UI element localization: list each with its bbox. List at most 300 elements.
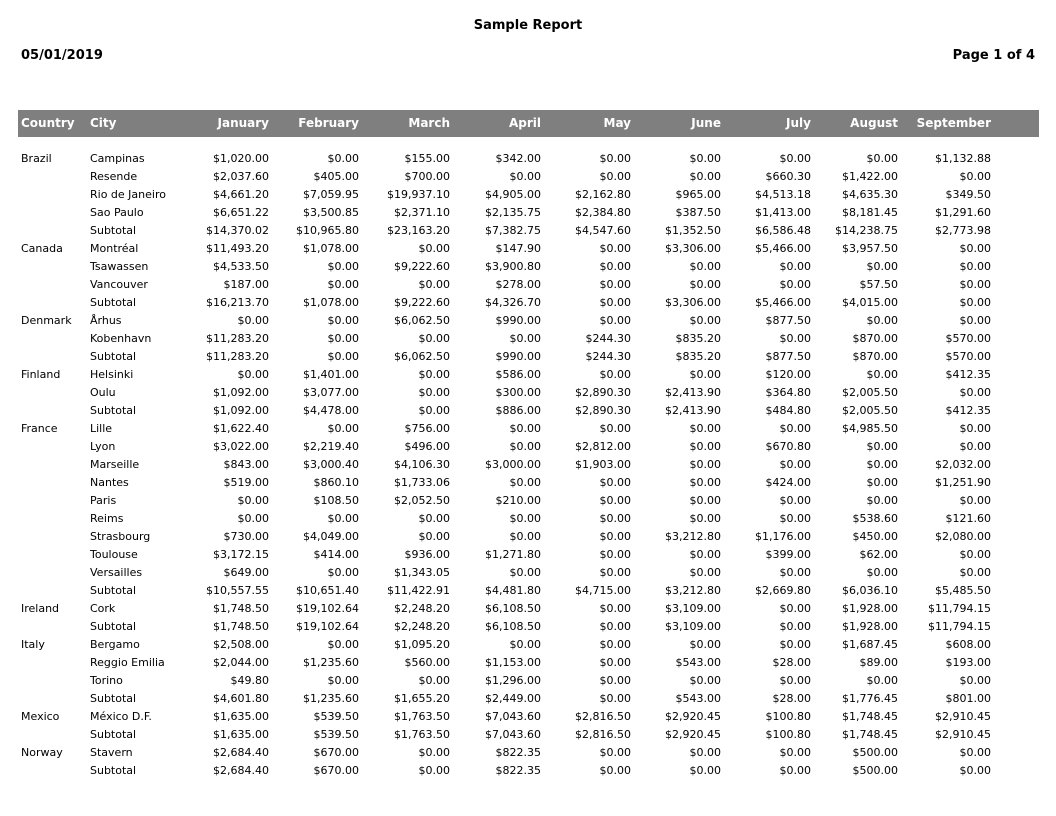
amount-cell: $342.00 [495,152,541,165]
amount-cell: $405.00 [313,170,359,183]
amount-cell: $1,078.00 [303,242,359,255]
amount-cell: $0.00 [959,548,991,561]
amount-cell: $0.00 [866,152,898,165]
amount-cell: $0.00 [689,170,721,183]
amount-cell: $0.00 [689,314,721,327]
amount-cell: $0.00 [689,260,721,273]
city-cell: Strasbourg [90,530,151,543]
amount-cell: $11,493.20 [206,242,269,255]
country-cell [18,186,87,204]
amount-cell: $649.00 [223,566,269,579]
amount-cell: $0.00 [959,440,991,453]
amount-cell: $860.10 [313,476,359,489]
table-row [18,366,1039,384]
amount-cell: $1,763.50 [394,710,450,723]
column-header-june: June [691,116,721,130]
amount-cell: $0.00 [599,692,631,705]
amount-cell: $0.00 [779,746,811,759]
amount-cell: $2,669.80 [755,584,811,597]
amount-cell: $6,586.48 [755,224,811,237]
amount-cell: $0.00 [509,530,541,543]
amount-cell: $2,684.40 [213,746,269,759]
amount-cell: $843.00 [223,458,269,471]
amount-cell: $1,092.00 [213,386,269,399]
city-cell: Århus [90,314,122,327]
country-cell [18,384,87,402]
table-row [18,456,1039,474]
amount-cell: $9,222.60 [394,260,450,273]
city-cell: Bergamo [90,638,140,651]
country-cell [18,582,87,600]
amount-cell: $2,413.90 [665,386,721,399]
city-cell: Toulouse [90,548,138,561]
amount-cell: $0.00 [689,152,721,165]
city-cell: Subtotal [90,620,137,633]
amount-cell: $0.00 [959,422,991,435]
amount-cell: $62.00 [859,548,898,561]
amount-cell: $19,937.10 [387,188,450,201]
amount-cell: $0.00 [689,638,721,651]
amount-cell: $0.00 [689,368,721,381]
amount-cell: $210.00 [495,494,541,507]
city-cell: Subtotal [90,350,137,363]
city-cell: Subtotal [90,584,137,597]
amount-cell: $0.00 [959,296,991,309]
country-cell [18,762,87,780]
amount-cell: $670.00 [313,746,359,759]
amount-cell: $2,773.98 [935,224,991,237]
amount-cell: $1,251.90 [935,476,991,489]
table-row [18,564,1039,582]
amount-cell: $990.00 [495,314,541,327]
amount-cell: $16,213.70 [206,296,269,309]
amount-cell: $0.00 [779,494,811,507]
amount-cell: $108.50 [313,494,359,507]
subtotal-row [18,402,1039,420]
amount-cell: $4,661.20 [213,188,269,201]
table-row [18,510,1039,528]
amount-cell: $0.00 [866,314,898,327]
subtotal-row [18,222,1039,240]
table-row [18,276,1039,294]
amount-cell: $364.80 [765,386,811,399]
amount-cell: $278.00 [495,278,541,291]
amount-cell: $4,015.00 [842,296,898,309]
city-cell: Sao Paulo [90,206,144,219]
country-cell [18,564,87,582]
amount-cell: $835.20 [675,332,721,345]
country-cell [18,510,87,528]
amount-cell: $4,985.50 [842,422,898,435]
amount-cell: $1,020.00 [213,152,269,165]
amount-cell: $0.00 [959,242,991,255]
table-row [18,168,1039,186]
amount-cell: $822.35 [495,764,541,777]
amount-cell: $0.00 [327,152,359,165]
country-cell: Ireland [21,602,60,615]
amount-cell: $0.00 [509,512,541,525]
amount-cell: $0.00 [779,332,811,345]
amount-cell: $0.00 [689,746,721,759]
amount-cell: $0.00 [418,530,450,543]
amount-cell: $7,043.60 [485,710,541,723]
amount-cell: $2,219.40 [303,440,359,453]
amount-cell: $0.00 [779,260,811,273]
table-row [18,672,1039,690]
amount-cell: $822.35 [495,746,541,759]
amount-cell: $300.00 [495,386,541,399]
amount-cell: $1,748.45 [842,710,898,723]
amount-cell: $8,181.45 [842,206,898,219]
amount-cell: $0.00 [599,296,631,309]
amount-cell: $0.00 [866,440,898,453]
amount-cell: $0.00 [599,602,631,615]
table-row [18,636,1039,654]
amount-cell: $2,816.50 [575,728,631,741]
table-row [18,240,1039,258]
amount-cell: $3,212.80 [665,530,721,543]
amount-cell: $0.00 [237,368,269,381]
amount-cell: $3,022.00 [213,440,269,453]
table-row [18,474,1039,492]
amount-cell: $3,000.00 [485,458,541,471]
amount-cell: $0.00 [959,260,991,273]
amount-cell: $0.00 [959,674,991,687]
amount-cell: $2,052.50 [394,494,450,507]
column-header-march: March [408,116,450,130]
amount-cell: $670.00 [313,764,359,777]
amount-cell: $0.00 [509,476,541,489]
city-cell: Rio de Janeiro [90,188,166,201]
amount-cell: $0.00 [779,152,811,165]
report-meta-row [21,48,1035,63]
column-header-april: April [508,116,541,130]
amount-cell: $10,965.80 [296,224,359,237]
amount-cell: $2,032.00 [935,458,991,471]
country-cell [18,204,87,222]
amount-cell: $412.35 [945,404,991,417]
amount-cell: $801.00 [945,692,991,705]
amount-cell: $1,733.06 [394,476,450,489]
amount-cell: $0.00 [959,278,991,291]
amount-cell: $349.50 [945,188,991,201]
country-cell [18,528,87,546]
amount-cell: $0.00 [959,764,991,777]
amount-cell: $1,153.00 [485,656,541,669]
amount-cell: $0.00 [779,422,811,435]
amount-cell: $0.00 [779,566,811,579]
amount-cell: $0.00 [327,260,359,273]
country-cell: France [21,422,58,435]
amount-cell: $0.00 [689,422,721,435]
country-cell: Mexico [21,710,60,723]
amount-cell: $4,715.00 [575,584,631,597]
city-cell: Resende [90,170,138,183]
column-header-february: February [298,116,359,130]
amount-cell: $877.50 [765,314,811,327]
country-cell [18,222,87,240]
amount-cell: $0.00 [779,278,811,291]
amount-cell: $0.00 [599,764,631,777]
amount-cell: $539.50 [313,728,359,741]
amount-cell: $586.00 [495,368,541,381]
amount-cell: $0.00 [599,368,631,381]
amount-cell: $0.00 [599,620,631,633]
amount-cell: $3,306.00 [665,296,721,309]
amount-cell: $2,920.45 [665,728,721,741]
amount-cell: $0.00 [599,746,631,759]
city-cell: Subtotal [90,728,137,741]
amount-cell: $399.00 [765,548,811,561]
country-cell [18,492,87,510]
country-cell [18,474,87,492]
amount-cell: $0.00 [689,512,721,525]
column-header-january: January [217,116,269,130]
country-cell [18,276,87,294]
amount-cell: $0.00 [866,674,898,687]
subtotal-row [18,618,1039,636]
column-header-august: August [850,116,898,130]
amount-cell: $0.00 [959,170,991,183]
report-date: 05/01/2019 [21,48,103,63]
city-cell: México D.F. [90,710,152,723]
amount-cell: $0.00 [689,674,721,687]
amount-cell: $28.00 [772,656,811,669]
amount-cell: $2,413.90 [665,404,721,417]
amount-cell: $2,920.45 [665,710,721,723]
amount-cell: $1,903.00 [575,458,631,471]
amount-cell: $0.00 [418,242,450,255]
amount-cell: $2,005.50 [842,404,898,417]
amount-cell: $1,776.45 [842,692,898,705]
amount-cell: $0.00 [237,512,269,525]
amount-cell: $0.00 [959,386,991,399]
amount-cell: $2,162.80 [575,188,631,201]
amount-cell: $1,343.05 [394,566,450,579]
report-page [0,18,1056,780]
amount-cell: $2,890.30 [575,386,631,399]
amount-cell: $0.00 [779,512,811,525]
city-cell: Vancouver [90,278,148,291]
amount-cell: $700.00 [404,170,450,183]
amount-cell: $0.00 [866,458,898,471]
amount-cell: $0.00 [509,422,541,435]
amount-cell: $5,466.00 [755,296,811,309]
city-cell: Lille [90,422,113,435]
amount-cell: $1,271.80 [485,548,541,561]
amount-cell: $49.80 [230,674,269,687]
amount-cell: $0.00 [509,566,541,579]
table-body [18,137,1039,780]
amount-cell: $0.00 [779,620,811,633]
amount-cell: $0.00 [866,566,898,579]
amount-cell: $0.00 [959,494,991,507]
amount-cell: $2,910.45 [935,728,991,741]
amount-cell: $0.00 [689,476,721,489]
city-cell: Cork [90,602,116,615]
amount-cell: $0.00 [599,422,631,435]
amount-cell: $0.00 [509,332,541,345]
city-cell: Helsinki [90,368,134,381]
amount-cell: $193.00 [945,656,991,669]
amount-cell: $543.00 [675,692,721,705]
amount-cell: $4,481.80 [485,584,541,597]
city-cell: Reggio Emilia [90,656,165,669]
amount-cell: $10,651.40 [296,584,359,597]
country-cell [18,618,87,636]
amount-cell: $424.00 [765,476,811,489]
amount-cell: $0.00 [418,368,450,381]
amount-cell: $0.00 [327,566,359,579]
amount-cell: $0.00 [509,170,541,183]
amount-cell: $730.00 [223,530,269,543]
amount-cell: $0.00 [599,152,631,165]
table-row [18,312,1039,330]
amount-cell: $3,212.80 [665,584,721,597]
amount-cell: $0.00 [418,332,450,345]
country-cell [18,348,87,366]
amount-cell: $2,044.00 [213,656,269,669]
country-cell [18,726,87,744]
amount-cell: $11,283.20 [206,350,269,363]
city-cell: Subtotal [90,296,137,309]
country-cell: Canada [21,242,63,255]
amount-cell: $3,500.85 [303,206,359,219]
table-header-row [18,110,1039,137]
amount-cell: $0.00 [689,278,721,291]
amount-cell: $1,687.45 [842,638,898,651]
amount-cell: $2,371.10 [394,206,450,219]
amount-cell: $0.00 [599,260,631,273]
amount-cell: $0.00 [779,602,811,615]
amount-cell: $0.00 [689,458,721,471]
city-cell: Subtotal [90,224,137,237]
table-row [18,654,1039,672]
table-row [18,330,1039,348]
amount-cell: $1,235.60 [303,692,359,705]
amount-cell: $0.00 [779,638,811,651]
amount-cell: $1,235.60 [303,656,359,669]
amount-cell: $0.00 [599,566,631,579]
city-cell: Subtotal [90,764,137,777]
table-row [18,708,1039,726]
amount-cell: $0.00 [866,368,898,381]
column-header-city: City [90,116,117,130]
amount-cell: $1,296.00 [485,674,541,687]
amount-cell: $4,049.00 [303,530,359,543]
amount-cell: $0.00 [327,674,359,687]
amount-cell: $100.80 [765,728,811,741]
amount-cell: $0.00 [599,494,631,507]
amount-cell: $6,062.50 [394,314,450,327]
amount-cell: $0.00 [327,422,359,435]
amount-cell: $1,092.00 [213,404,269,417]
country-cell: Italy [21,638,45,651]
amount-cell: $0.00 [509,440,541,453]
amount-cell: $11,794.15 [928,620,991,633]
amount-cell: $2,384.80 [575,206,631,219]
amount-cell: $387.50 [675,206,721,219]
amount-cell: $2,080.00 [935,530,991,543]
amount-cell: $965.00 [675,188,721,201]
amount-cell: $5,485.50 [935,584,991,597]
amount-cell: $660.30 [765,170,811,183]
amount-cell: $0.00 [237,314,269,327]
amount-cell: $6,062.50 [394,350,450,363]
table-row [18,258,1039,276]
amount-cell: $1,401.00 [303,368,359,381]
amount-cell: $11,422.91 [387,584,450,597]
amount-cell: $11,283.20 [206,332,269,345]
amount-cell: $0.00 [509,638,541,651]
country-cell [18,168,87,186]
amount-cell: $6,651.22 [213,206,269,219]
amount-cell: $0.00 [689,566,721,579]
amount-cell: $496.00 [404,440,450,453]
amount-cell: $4,326.70 [485,296,541,309]
amount-cell: $3,900.80 [485,260,541,273]
table-row [18,438,1039,456]
amount-cell: $3,000.40 [303,458,359,471]
country-cell [18,456,87,474]
amount-cell: $539.50 [313,710,359,723]
amount-cell: $3,306.00 [665,242,721,255]
amount-cell: $1,422.00 [842,170,898,183]
city-cell: Versailles [90,566,143,579]
amount-cell: $1,132.88 [935,152,991,165]
amount-cell: $0.00 [779,764,811,777]
amount-cell: $0.00 [418,746,450,759]
city-cell: Oulu [90,386,116,399]
country-cell [18,546,87,564]
amount-cell: $2,005.50 [842,386,898,399]
city-cell: Nantes [90,476,129,489]
amount-cell: $19,102.64 [296,602,359,615]
table-row [18,384,1039,402]
amount-cell: $0.00 [689,440,721,453]
amount-cell: $11,794.15 [928,602,991,615]
subtotal-row [18,348,1039,366]
amount-cell: $0.00 [599,278,631,291]
city-cell: Campinas [90,152,145,165]
city-cell: Tsawassen [90,260,149,273]
amount-cell: $2,812.00 [575,440,631,453]
amount-cell: $0.00 [866,494,898,507]
country-cell [18,438,87,456]
amount-cell: $147.90 [495,242,541,255]
amount-cell: $570.00 [945,332,991,345]
amount-cell: $0.00 [866,260,898,273]
amount-cell: $756.00 [404,422,450,435]
amount-cell: $870.00 [852,332,898,345]
amount-cell: $3,957.50 [842,242,898,255]
amount-cell: $608.00 [945,638,991,651]
amount-cell: $870.00 [852,350,898,363]
amount-cell: $0.00 [599,638,631,651]
amount-cell: $4,635.30 [842,188,898,201]
report-title: Sample Report [473,18,583,33]
city-cell: Kobenhavn [90,332,152,345]
amount-cell: $4,513.18 [755,188,811,201]
amount-cell: $0.00 [599,242,631,255]
amount-cell: $0.00 [418,512,450,525]
amount-cell: $1,622.40 [213,422,269,435]
amount-cell: $6,108.50 [485,602,541,615]
amount-cell: $0.00 [689,764,721,777]
city-cell: Stavern [90,746,133,759]
amount-cell: $14,238.75 [835,224,898,237]
amount-cell: $1,635.00 [213,710,269,723]
